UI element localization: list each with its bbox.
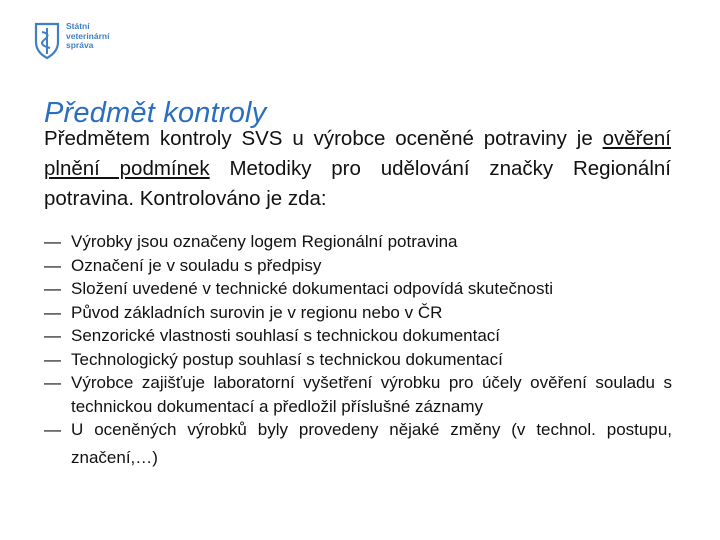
page-title: Předmět kontroly bbox=[44, 97, 267, 130]
svs-logo bbox=[34, 22, 109, 60]
list-item bbox=[44, 416, 672, 472]
list-item bbox=[44, 348, 672, 372]
bullet-dash: — bbox=[44, 279, 61, 298]
list-item-text: Původ základních surovin je v regionu nebo v ČR bbox=[71, 302, 443, 322]
bullet-dash: — bbox=[44, 232, 61, 251]
list-item-text: Technologický postup souhlasí s technickou dokumentací bbox=[71, 349, 503, 369]
bullet-dash: — bbox=[44, 349, 61, 369]
list-item bbox=[44, 277, 672, 301]
bullet-dash: — bbox=[44, 373, 61, 392]
logo-text bbox=[66, 22, 109, 51]
intro-text-part2: Metodiky pro udělování značky Regionální potravina. Kontrolováno je zda: bbox=[44, 157, 671, 210]
list-item bbox=[44, 254, 672, 278]
bullet-dash: — bbox=[44, 420, 61, 439]
list-item-text: Složení uvedené v technické dokumentaci odpovídá skutečnosti bbox=[71, 279, 553, 298]
bullet-dash: — bbox=[44, 255, 61, 275]
intro-paragraph bbox=[44, 124, 671, 214]
list-item bbox=[44, 230, 672, 254]
bullet-dash: — bbox=[44, 326, 61, 345]
list-item-text: Výrobky jsou označeny logem Regionální potravina bbox=[71, 232, 458, 251]
intro-underlined-text: ověření plnění podmínek bbox=[44, 127, 671, 180]
svs-emblem-icon bbox=[34, 22, 60, 60]
logo-line-1: Státní bbox=[66, 21, 90, 31]
list-item-text: U oceněných výrobků byly provedeny nějaké změny (v technol. postupu, značení,…) bbox=[71, 420, 672, 467]
logo-line-2: veterinární bbox=[66, 30, 110, 41]
intro-text-part1: Předmětem kontroly SVS u výrobce oceněné potraviny je bbox=[44, 127, 603, 150]
list-item bbox=[44, 324, 672, 348]
logo-line-3: správa bbox=[66, 40, 94, 50]
checklist bbox=[44, 230, 672, 472]
list-item bbox=[44, 371, 672, 418]
list-item-text: Senzorické vlastnosti souhlasí s technickou dokumentací bbox=[71, 326, 501, 345]
list-item-text: Označení je v souladu s předpisy bbox=[71, 255, 322, 275]
bullet-dash: — bbox=[44, 302, 61, 322]
list-item-text: Výrobce zajišťuje laboratorní vyšetření výrobku pro účely ověření souladu s technickou dokumentací a předložil příslušné záznamy bbox=[71, 373, 672, 416]
list-item bbox=[44, 301, 672, 325]
